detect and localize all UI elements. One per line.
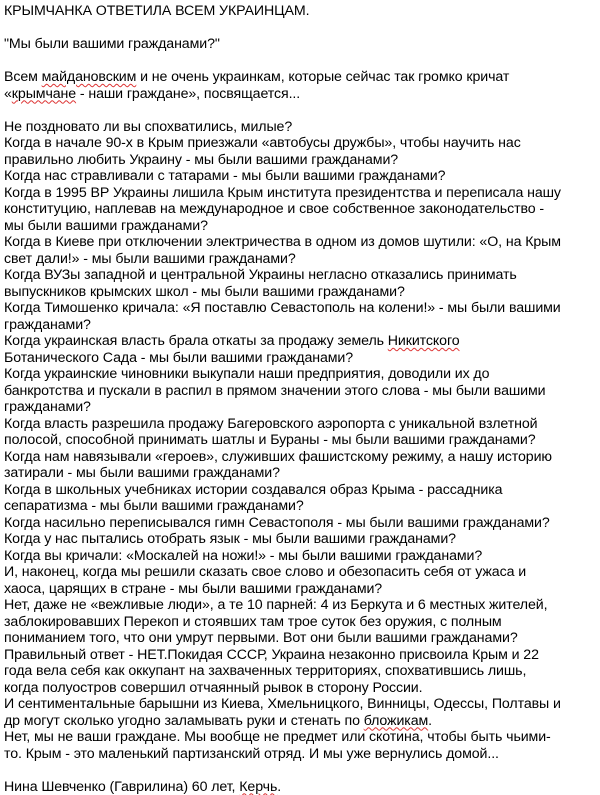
document-body	[4, 3, 598, 795]
text-line: Правильный ответ - НЕТ.Покидая СССР, Украина незаконно присвоила Крым и 22	[4, 647, 598, 664]
document-subtitle: "Мы были вашими гражданами?"	[4, 36, 598, 53]
text-line: Когда украинская власть брала откаты за продажу земель Никитского	[4, 333, 598, 350]
text-line: хаоса, царящих в стране - мы были вашими гражданами?	[4, 581, 598, 598]
text-line: Когда в начале 90-х в Крым приезжали «автобусы дружбы», чтобы научить нас	[4, 135, 598, 152]
text-line: И сентиментальные барышни из Киева, Хмельницкого, Винницы, Одессы, Полтавы и	[4, 696, 598, 713]
text-line: Когда в 1995 ВР Украины лишила Крым института президентства и переписала нашу	[4, 185, 598, 202]
text-line: Когда Тимошенко кричала: «Я поставлю Севастополь на колени!» - мы были вашими	[4, 300, 598, 317]
text-line: Нет, мы не ваши граждане. Мы вообще не предмет или скотина, чтобы быть чьими-	[4, 729, 598, 746]
text-line: Когда нас стравливали с татарами - мы были вашими гражданами?	[4, 168, 598, 185]
text-line: И, наконец, когда мы решили сказать свое слово и обезопасить себя от ужаса и	[4, 564, 598, 581]
text-line: Когда в школьных учебниках истории создавался образ Крыма - рассадника	[4, 482, 598, 499]
spellcheck-word: крымчане	[12, 86, 76, 102]
text-line: Когда власть разрешила продажу Багеровского аэропорта с уникальной взлетной	[4, 416, 598, 433]
text-line: др могут сколько угодно заламывать руки и стенать по бложикам.	[4, 713, 598, 730]
intro-line-1: Всем майдановским и не очень украинкам, которые сейчас так громко кричат	[4, 69, 598, 86]
text-line: сепаратизма - мы были вашими гражданами?	[4, 498, 598, 515]
spellcheck-word: Никитского	[388, 333, 460, 349]
text-line: Не поздновато ли вы спохватились, милые?	[4, 119, 598, 136]
text-line: Нет, даже не «вежливые люди», а те 10 парней: 4 из Беркута и 6 местных жителей,	[4, 597, 598, 614]
text-line: Когда украинские чиновники выкупали наши предприятия, доводили их до	[4, 366, 598, 383]
text-line: Когда насильно переписывался гимн Севастополя - мы были вашими гражданами?	[4, 515, 598, 532]
text-line: гражданами?	[4, 399, 598, 416]
text-line: затирали - мы были вашими гражданами?	[4, 465, 598, 482]
text-line: года вела себя как оккупант на захваченных территориях, спохватившись лишь,	[4, 663, 598, 680]
text-line: заблокировавших Перекоп и стоявших там трое суток без оружия, с полным	[4, 614, 598, 631]
text-line: Когда вы кричали: «Москалей на ножи!» - мы были вашими гражданами?	[4, 548, 598, 565]
text-line: мы были вашими гражданами?	[4, 218, 598, 235]
spellcheck-word: Керчь	[239, 779, 277, 795]
text-line: гражданами?	[4, 317, 598, 334]
text-line: то. Крым - это маленький партизанский отряд. И мы уже вернулись домой...	[4, 746, 598, 763]
text-line: Когда нам навязывали «героев», служивших фашистскому режиму, а нашу историю	[4, 449, 598, 466]
text-line: пониманием того, что они умрут первыми. Вот они были вашими гражданами?	[4, 630, 598, 647]
spellcheck-word: бложикам	[364, 713, 428, 729]
text-line: банкротства и пускали в распил в прямом значении этого слова - мы были вашими	[4, 383, 598, 400]
document-title: КРЫМЧАНКА ОТВЕТИЛА ВСЕМ УКРАИНЦАМ.	[4, 3, 598, 20]
text-line: Когда ВУЗы западной и центральной Украины негласно отказались принимать	[4, 267, 598, 284]
text-line: правильно любить Украину - мы были вашими гражданами?	[4, 152, 598, 169]
text-line: Когда у нас пытались отобрать язык - мы были вашими гражданами?	[4, 531, 598, 548]
text-line: свет дали!» - мы были вашими гражданами?	[4, 251, 598, 268]
signature: Нина Шевченко (Гаврилина) 60 лет, Керчь.	[4, 779, 598, 795]
intro-line-2: «крымчане - наши граждане», посвящается...	[4, 86, 598, 103]
spellcheck-word: майдановским	[42, 69, 137, 85]
text-line: конституцию, наплевав на международное и свое собственное законодательство -	[4, 201, 598, 218]
text-line: выпускников крымских школ - мы были вашими гражданами?	[4, 284, 598, 301]
text-line: полосой, способной принимать шатлы и Бураны - мы были вашими гражданами?	[4, 432, 598, 449]
text-line: Ботанического Сада - мы были вашими гражданами?	[4, 350, 598, 367]
text-line: Когда в Киеве при отключении электричества в одном из домов шутили: «О, на Крым	[4, 234, 598, 251]
text-line: когда полуостров совершил отчаянный рывок в сторону России.	[4, 680, 598, 697]
